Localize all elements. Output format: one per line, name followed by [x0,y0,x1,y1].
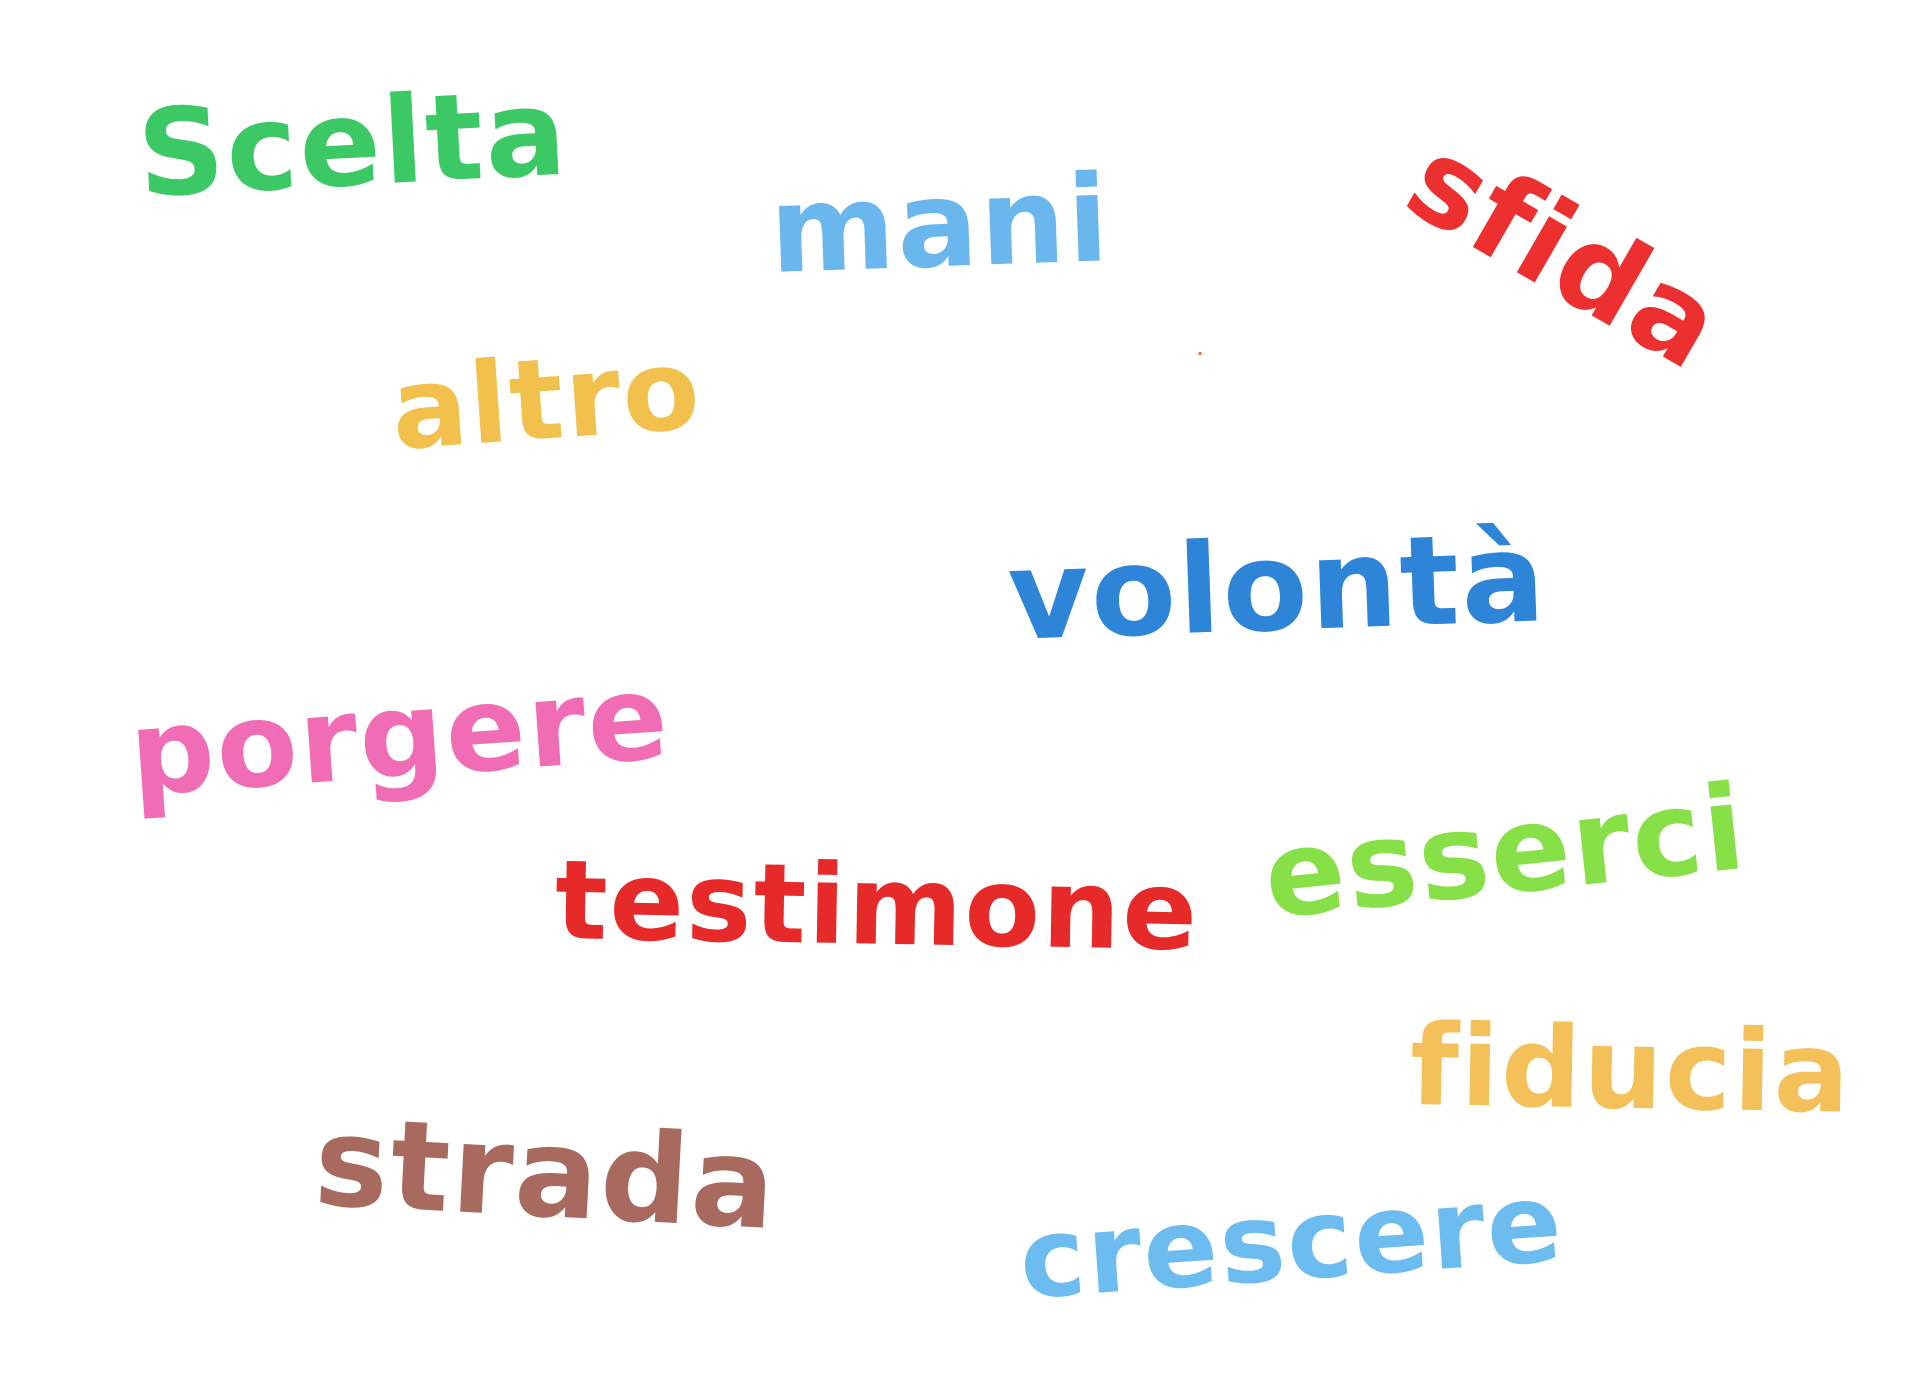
word-fiducia: fiducia [1408,1001,1853,1139]
word-mani: mani [767,150,1113,301]
word-scelta: Scelta [134,63,572,225]
word-strada: strada [311,1090,781,1259]
word-altro: altro [387,324,706,476]
word-porgere: porgere [125,647,674,823]
word-testimone: testimone [553,836,1201,976]
paint-speck [1198,352,1202,355]
word-sfida: sfida [1385,109,1746,397]
word-volonta: volontà [1005,506,1550,669]
word-esserci: esserci [1257,757,1753,946]
word-crescere: crescere [1015,1158,1568,1324]
